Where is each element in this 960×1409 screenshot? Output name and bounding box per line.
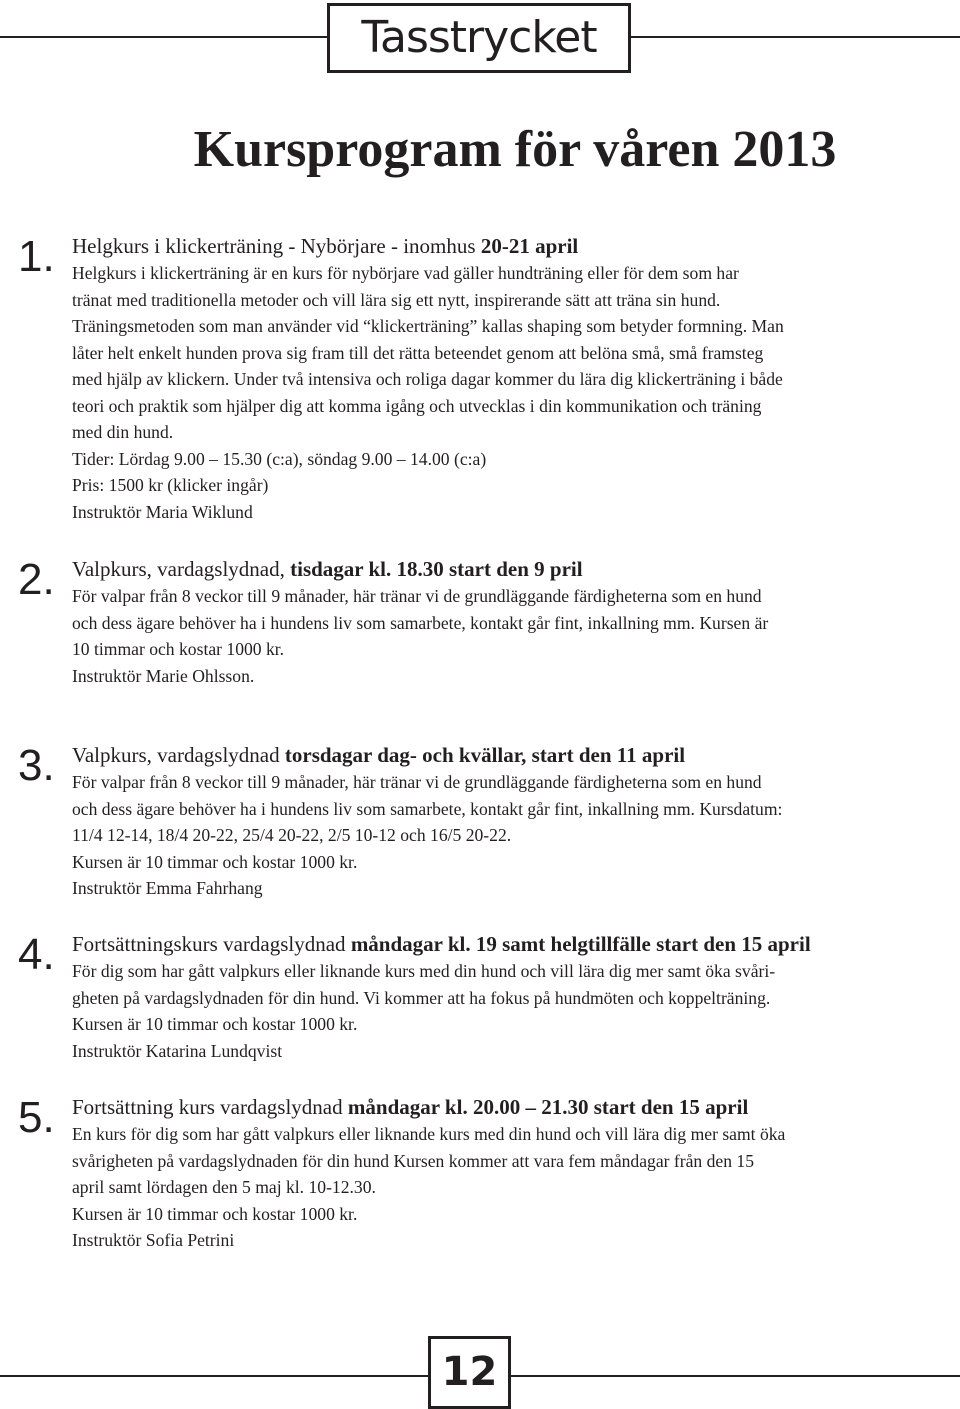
body-line: svårigheten på vardagslydnaden för din hund Kursen kommer att vara fem måndagar från den 15 bbox=[72, 1150, 755, 1171]
section-heading bbox=[72, 232, 960, 260]
heading-bold-text: 20-21 april bbox=[480, 234, 579, 258]
section-number: 1. bbox=[18, 232, 55, 281]
heading-bold-text: torsdagar dag- och kvällar, start den 11 april bbox=[284, 743, 686, 767]
section-body bbox=[72, 1121, 960, 1254]
section-body bbox=[72, 260, 960, 525]
body-line: Instruktör Sofia Petrini bbox=[72, 1230, 235, 1250]
body-line: låter helt enkelt hunden prova sig fram till det rätta beteendet genom att belöna små, små framsteg bbox=[72, 342, 764, 363]
footer-rule-right bbox=[511, 1375, 960, 1377]
section-heading bbox=[72, 741, 960, 769]
masthead-title: Tasstrycket bbox=[361, 12, 597, 63]
body-line: Instruktör Maria Wiklund bbox=[72, 501, 253, 522]
body-line: Pris: 1500 kr (klicker ingår) bbox=[72, 475, 269, 495]
section-number: 5. bbox=[18, 1093, 55, 1142]
section-content bbox=[72, 741, 960, 902]
page-number: 12 bbox=[428, 1336, 511, 1409]
section-heading bbox=[72, 1093, 960, 1121]
newsletter-masthead bbox=[327, 3, 631, 73]
body-line: Kursen är 10 timmar och kostar 1000 kr. bbox=[72, 1203, 358, 1224]
heading-text: Valpkurs, vardagslydnad bbox=[72, 743, 280, 767]
body-line: med din hund. bbox=[72, 422, 174, 442]
heading-text: Valpkurs, vardagslydnad, bbox=[72, 557, 285, 581]
section-number: 4. bbox=[18, 930, 55, 979]
body-line: Kursen är 10 timmar och kostar 1000 kr. bbox=[72, 851, 358, 872]
section-body bbox=[72, 769, 960, 902]
heading-text: Helgkurs i klickerträning - Nybörjare - inomhus bbox=[72, 234, 476, 258]
body-line: 10 timmar och kostar 1000 kr. bbox=[72, 639, 285, 659]
body-line: Träningsmetoden som man använder vid “klickerträning” kallas shaping som betyder formning. Man bbox=[72, 316, 784, 336]
section-content bbox=[72, 555, 960, 689]
section-number: 3. bbox=[18, 741, 55, 790]
body-line: teori och praktik som hjälper dig att komma igång och utvecklas i din kommunikation och träning bbox=[72, 395, 762, 416]
body-line: Instruktör Emma Fahrhang bbox=[72, 878, 263, 898]
body-line: tränat med traditionella metoder och vill lära sig ett nytt, inspirerande sätt att träna sin hund. bbox=[72, 289, 721, 310]
section-number: 2. bbox=[18, 555, 55, 604]
body-line: För valpar från 8 veckor till 9 månader, här tränar vi de grundläggande färdigheterna som en hund bbox=[72, 772, 762, 792]
body-line: och dess ägare behöver ha i hundens liv som samarbete, kontakt går fint, inkallning mm. Kursen är bbox=[72, 612, 769, 633]
section-content bbox=[72, 1093, 960, 1254]
heading-bold-text: tisdagar kl. 18.30 start den 9 pril bbox=[290, 557, 583, 581]
body-line: För dig som har gått valpkurs eller liknande kurs med din hund och vill lära dig mer samt öka svåri- bbox=[72, 961, 776, 981]
header-rule-left bbox=[0, 36, 327, 38]
section-content bbox=[72, 232, 960, 525]
header-rule-right bbox=[630, 36, 960, 38]
body-line: Instruktör Marie Ohlsson. bbox=[72, 665, 255, 686]
section-body bbox=[72, 583, 960, 689]
body-line: med hjälp av klickern. Under två intensiva och roliga dagar kommer du lära dig klickerträning i både bbox=[72, 369, 783, 389]
heading-text: Fortsättningskurs vardagslydnad bbox=[72, 932, 346, 956]
body-line: För valpar från 8 veckor till 9 månader, här tränar vi de grundläggande färdigheterna som en hund bbox=[72, 586, 762, 606]
section-body bbox=[72, 958, 960, 1064]
body-line: gheten på vardagslydnaden för din hund. Vi kommer att ha fokus på hundmöten och koppelträning. bbox=[72, 987, 771, 1008]
heading-bold-text: måndagar kl. 20.00 – 21.30 start den 15 april bbox=[347, 1095, 749, 1119]
body-line: Tider: Lördag 9.00 – 15.30 (c:a), söndag 9.00 – 14.00 (c:a) bbox=[72, 448, 487, 469]
body-line: Kursen är 10 timmar och kostar 1000 kr. bbox=[72, 1014, 358, 1034]
heading-text: Fortsättning kurs vardagslydnad bbox=[72, 1095, 343, 1119]
section-content bbox=[72, 930, 960, 1064]
section-heading bbox=[72, 555, 960, 583]
body-line: En kurs för dig som har gått valpkurs eller liknande kurs med din hund och vill lära dig mer samt öka bbox=[72, 1124, 786, 1144]
body-line: 11/4 12-14, 18/4 20-22, 25/4 20-22, 2/5 10-12 och 16/5 20-22. bbox=[72, 825, 512, 845]
page-title: Kursprogram för våren 2013 bbox=[193, 121, 837, 178]
heading-bold-text: måndagar kl. 19 samt helgtillfälle start den 15 april bbox=[350, 932, 811, 956]
body-line: och dess ägare behöver ha i hundens liv som samarbete, kontakt går fint, inkallning mm. Kursdatum: bbox=[72, 798, 783, 819]
body-line: april samt lördagen den 5 maj kl. 10-12.30. bbox=[72, 1177, 376, 1197]
body-line: Helgkurs i klickerträning är en kurs för nybörjare vad gäller hundträning eller för dem som har bbox=[72, 263, 739, 283]
footer-rule-left bbox=[0, 1375, 428, 1377]
body-line: Instruktör Katarina Lundqvist bbox=[72, 1040, 283, 1061]
section-heading bbox=[72, 930, 960, 958]
